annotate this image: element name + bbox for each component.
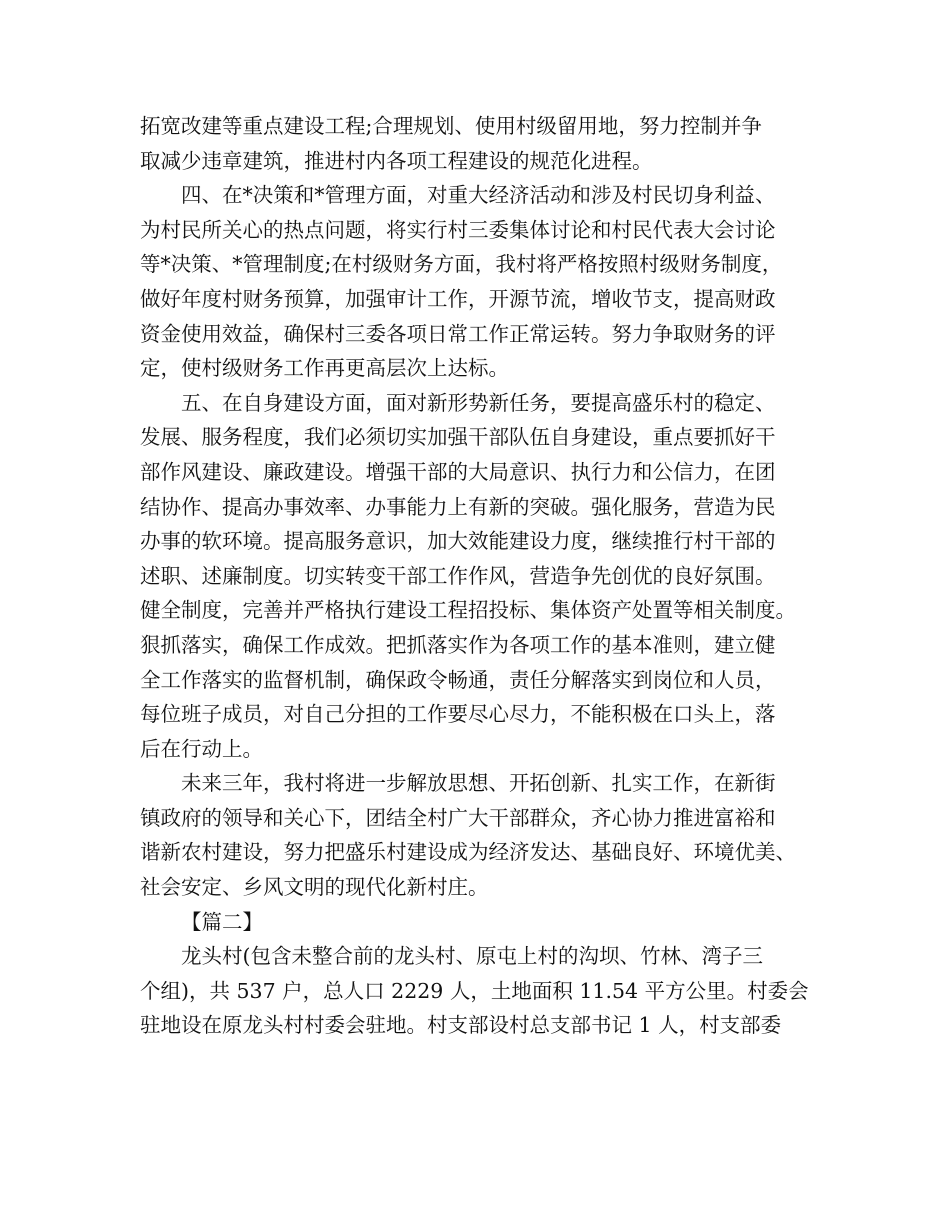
text-line: 全工作落实的监督机制，确保政令畅通，责任分解落实到岗位和人员， (140, 667, 776, 692)
text-line: 镇政府的领导和关心下，团结全村广大干部群众，齐心协力推进富裕和 (140, 805, 776, 830)
text-line: 个组)，共 537 户，总人口 2229 人，土地面积 11.54 平方公里。村委会 (140, 978, 809, 1003)
text-line: 为村民所关心的热点问题，将实行村三委集体讨论和村民代表大会讨论 (140, 217, 776, 242)
text-line: 未来三年，我村将进一步解放思想、开拓创新、扎实工作，在新街 (181, 771, 776, 796)
text-line: 【篇二】 (181, 909, 263, 934)
text-line: 资金使用效益，确保村三委各项日常工作正常运转。努力争取财务的评 (140, 321, 776, 346)
text-line: 后在行动上。 (140, 736, 263, 761)
text-line: 发展、服务程度，我们必须切实加强干部队伍自身建设，重点要抓好干 (140, 425, 776, 450)
text-line: 述职、述廉制度。切实转变干部工作作风，营造争先创优的良好氛围。 (140, 563, 776, 588)
text-line: 健全制度，完善并严格执行建设工程招投标、集体资产处置等相关制度。 (140, 598, 796, 623)
text-line: 龙头村(包含未整合前的龙头村、原屯上村的沟坝、竹林、湾子三 (181, 944, 763, 969)
text-line: 做好年度村财务预算，加强审计工作，开源节流，增收节支，提高财政 (140, 286, 776, 311)
text-line: 驻地设在原龙头村村委会驻地。村支部设村总支部书记 1 人，村支部委 (140, 1013, 782, 1038)
text-line: 办事的软环境。提高服务意识，加大效能建设力度，继续推行村干部的 (140, 529, 776, 554)
text-line: 定，使村级财务工作再更高层次上达标。 (140, 356, 509, 381)
text-line: 结协作、提高办事效率、办事能力上有新的突破。强化服务，营造为民 (140, 494, 776, 519)
text-line: 拓宽改建等重点建设工程;合理规划、使用村级留用地，努力控制并争 (140, 114, 762, 138)
text-line: 取减少违章建筑，推进村内各项工程建设的规范化进程。 (140, 148, 653, 173)
text-line: 谐新农村建设，努力把盛乐村建设成为经济发达、基础良好、环境优美、 (140, 840, 796, 865)
text-line: 狠抓落实，确保工作成效。把抓落实作为各项工作的基本准则，建立健 (140, 632, 776, 657)
text-line: 部作风建设、廉政建设。增强干部的大局意识、执行力和公信力，在团 (140, 459, 776, 484)
text-line: 五、在自身建设方面，面对新形势新任务，要提高盛乐村的稳定、 (181, 390, 776, 415)
text-line: 四、在*决策和*管理方面，对重大经济活动和涉及村民切身利益、 (181, 183, 776, 208)
document-body (140, 109, 830, 1043)
text-line: 等*决策、*管理制度;在村级财务方面，我村将严格按照村级财务制度， (140, 252, 783, 277)
text-line: 社会安定、乡风文明的现代化新村庄。 (140, 875, 489, 900)
text-line: 每位班子成员，对自己分担的工作要尽心尽力，不能积极在口头上，落 (140, 702, 776, 727)
